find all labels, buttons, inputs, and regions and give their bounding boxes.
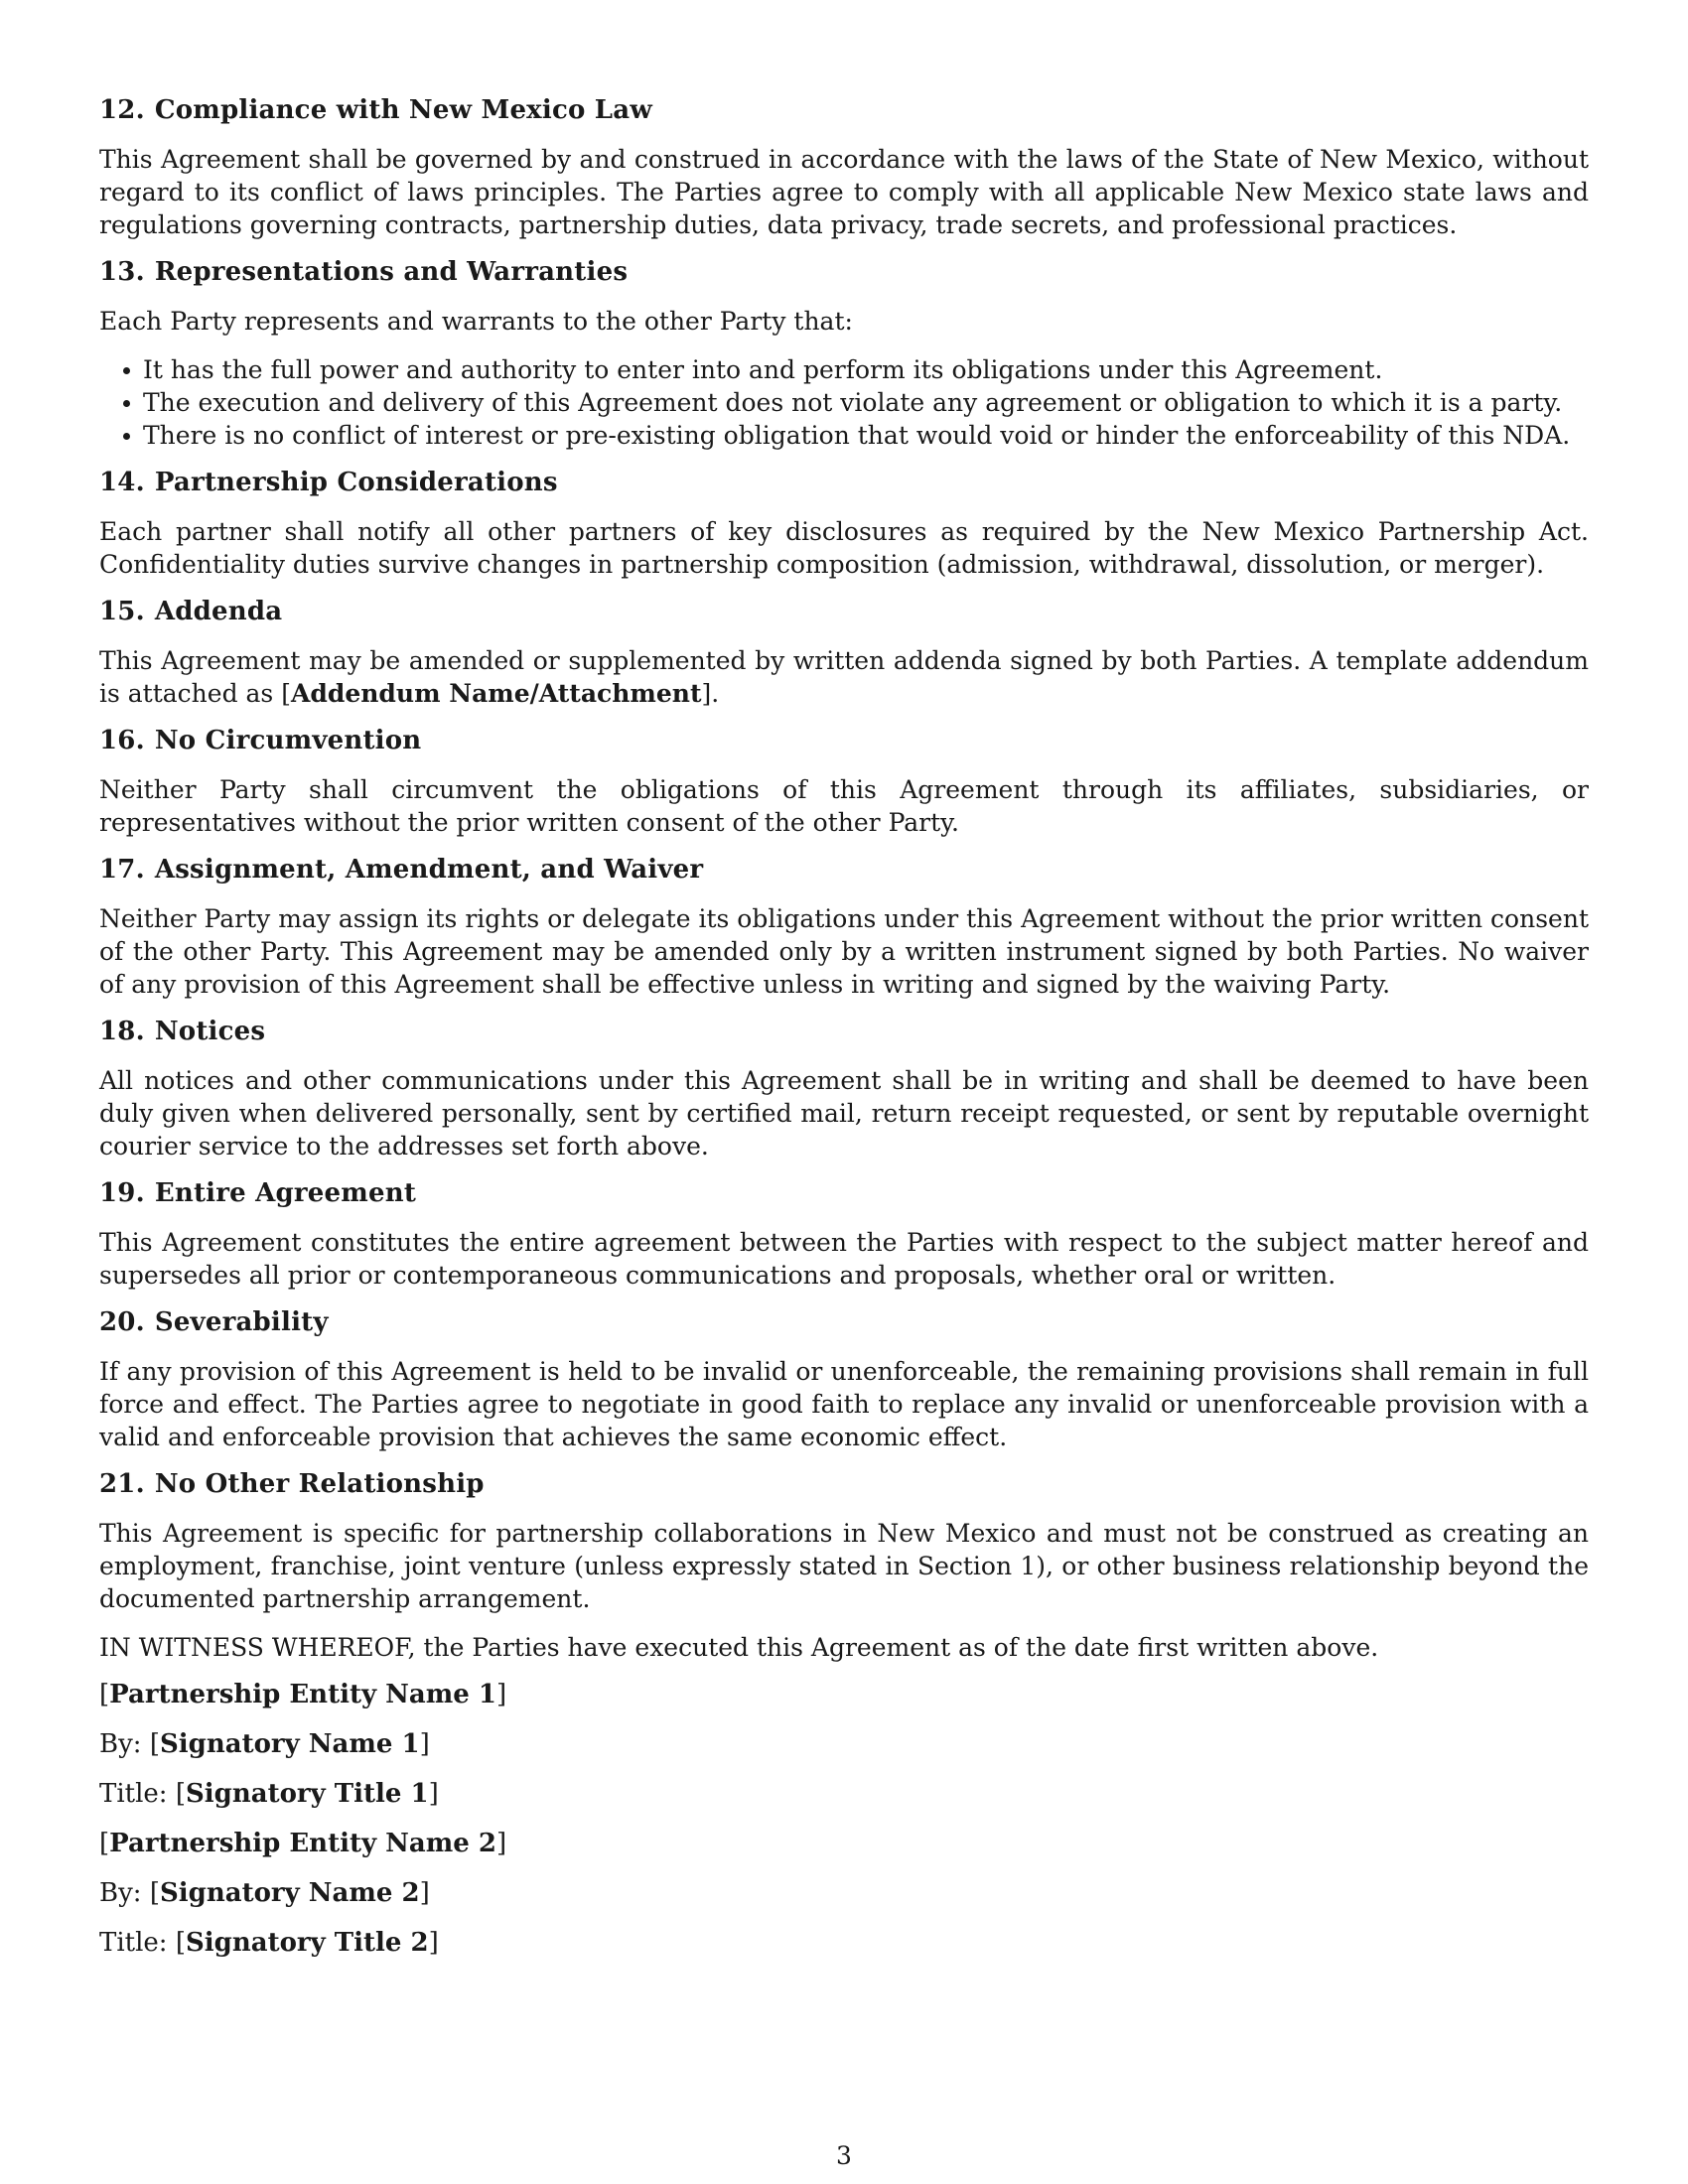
document-page — [99, 95, 1589, 1978]
section-paragraph: This Agreement shall be governed by and construed in accordance with the laws of the State of New Mexico, without regard to its conflict of laws principles. The Parties agree to comply with all applicable New Mexico state laws and regulations governing contracts, partnership duties, data privacy, trade secrets, and professional practices. — [99, 145, 1589, 239]
section-20 — [99, 1307, 1589, 1453]
section-heading: 21. No Other Relationship — [99, 1469, 485, 1499]
section-21 — [99, 1469, 1589, 1615]
section-17 — [99, 855, 1589, 1001]
section-paragraph: This Agreement may be amended or supplemented by written addenda signed by both Parties. A template addendum is attached as [Addendum Name/Attachment]. — [99, 646, 1589, 708]
section-heading: 19. Entire Agreement — [99, 1178, 417, 1208]
section-19 — [99, 1178, 1589, 1292]
signature-block-2 — [99, 1829, 1589, 1958]
addendum-placeholder: Addendum Name/Attachment — [290, 679, 702, 708]
section-16 — [99, 726, 1589, 839]
entity-name-line: [Partnership Entity Name 2] — [99, 1829, 507, 1858]
page-number: 3 — [836, 2141, 852, 2170]
signatory-name-line: By: [Signatory Name 2] — [99, 1878, 430, 1908]
signatory-name-line: By: [Signatory Name 1] — [99, 1729, 430, 1759]
section-heading: 13. Representations and Warranties — [99, 257, 629, 287]
section-paragraph: All notices and other communications under this Agreement shall be in writing and shall be deemed to have been duly given when delivered personally, sent by certified mail, return receipt requested, or sent by reputable overnight courier service to the addresses set forth above. — [99, 1066, 1589, 1160]
section-paragraph: This Agreement is specific for partnership collaborations in New Mexico and must not be construed as creating an employment, franchise, joint venture (unless expressly stated in Section 1), or other business relationship beyond the documented partnership arrangement. — [99, 1519, 1589, 1613]
section-intro: Each Party represents and warrants to the other Party that: — [99, 307, 853, 336]
warranty-list — [99, 353, 1589, 452]
section-paragraph: This Agreement constitutes the entire agreement between the Parties with respect to the subject matter hereof and supersedes all prior or contemporaneous communications and proposals, whether oral or written. — [99, 1228, 1589, 1290]
section-12 — [99, 95, 1589, 241]
list-item: It has the full power and authority to enter into and perform its obligations under this Agreement. — [143, 353, 1589, 386]
section-heading: 15. Addenda — [99, 597, 283, 626]
section-14 — [99, 468, 1589, 581]
section-heading: 16. No Circumvention — [99, 726, 422, 755]
section-paragraph: If any provision of this Agreement is held to be invalid or unenforceable, the remaining provisions shall remain in full force and effect. The Parties agree to negotiate in good faith to replace any invalid or unenforceable provision with a valid and enforceable provision that achieves the same economic effect. — [99, 1357, 1589, 1451]
signatory-title-line: Title: [Signatory Title 2] — [99, 1928, 439, 1958]
witness-statement: IN WITNESS WHEREOF, the Parties have executed this Agreement as of the date first written above. — [99, 1633, 1379, 1662]
section-heading: 12. Compliance with New Mexico Law — [99, 95, 652, 125]
section-15 — [99, 597, 1589, 710]
section-paragraph: Neither Party shall circumvent the obligations of this Agreement through its affiliates, subsidiaries, or representatives without the prior written consent of the other Party. — [99, 775, 1589, 837]
signature-block-1 — [99, 1680, 1589, 1809]
section-18 — [99, 1017, 1589, 1162]
signatory-title-line: Title: [Signatory Title 1] — [99, 1779, 439, 1809]
section-13 — [99, 257, 1589, 452]
section-heading: 18. Notices — [99, 1017, 266, 1046]
section-heading: 17. Assignment, Amendment, and Waiver — [99, 855, 704, 885]
section-paragraph: Neither Party may assign its rights or delegate its obligations under this Agreement without the prior written consent of the other Party. This Agreement may be amended only by a written instrument signed by both Parties. No waiver of any provision of this Agreement shall be effective unless in writing and signed by the waiving Party. — [99, 904, 1589, 999]
list-item: There is no conflict of interest or pre-existing obligation that would void or hinder the enforceability of this NDA. — [143, 419, 1589, 452]
entity-name-line: [Partnership Entity Name 1] — [99, 1680, 507, 1709]
section-paragraph: Each partner shall notify all other partners of key disclosures as required by the New Mexico Partnership Act. Confidentiality duties survive changes in partnership composition (admission, withdrawal, dissolution, or merger). — [99, 517, 1589, 579]
section-heading: 20. Severability — [99, 1307, 329, 1337]
list-item: The execution and delivery of this Agreement does not violate any agreement or obligation to which it is a party. — [143, 386, 1589, 419]
section-heading: 14. Partnership Considerations — [99, 468, 558, 497]
